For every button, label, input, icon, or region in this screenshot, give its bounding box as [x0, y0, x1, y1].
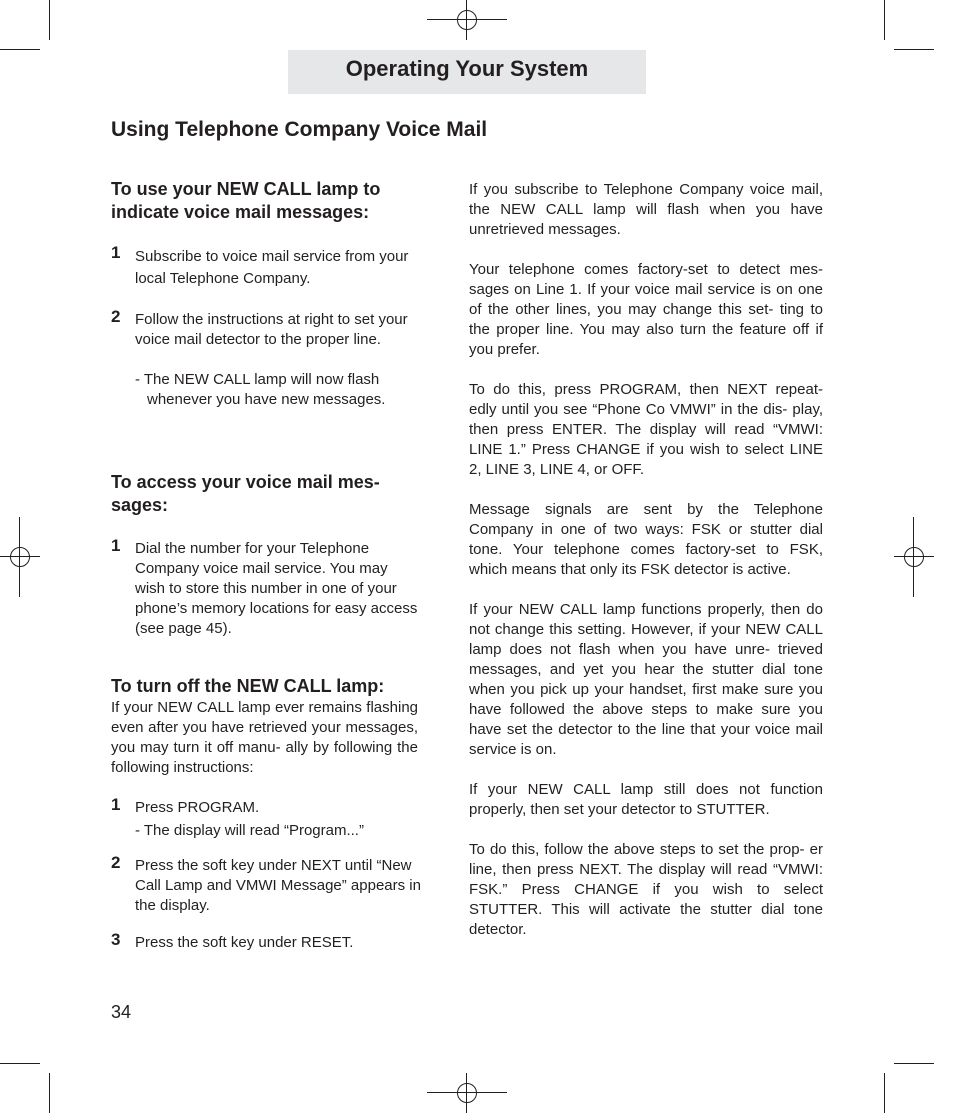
crop-mark-bottom-left-v: [49, 1073, 50, 1113]
paragraph: If your NEW CALL lamp still does not function properly, then set your detector to STUTTER.: [469, 781, 823, 818]
crop-mark-top-right-h: [894, 49, 934, 50]
registration-mark-top-icon: [447, 0, 487, 40]
crop-mark-top-right-v: [884, 0, 885, 40]
step-number: 2: [111, 853, 121, 872]
step-note: - The NEW CALL lamp will now flash whenever you have new messages.: [135, 371, 386, 408]
left-column: [111, 178, 421, 953]
step: [111, 853, 421, 916]
step-number: 1: [111, 795, 121, 814]
paragraph: If you subscribe to Telephone Company voice mail, the NEW CALL lamp will flash when you have unretrieved messages.: [469, 181, 823, 238]
paragraph: To do this, follow the above steps to set the prop- er line, then press NEXT. The display will read “VMWI: FSK.” Press CHANGE if you wish to select STUTTER. This will activate the stutter dial tone detector.: [469, 841, 823, 938]
registration-mark-right-icon: [894, 537, 934, 577]
step: [111, 307, 421, 350]
step-number: 3: [111, 930, 121, 949]
paragraph: Message signals are sent by the Telephone Company in one of two ways: FSK or stutter dial tone. Your telephone comes factory-set to FSK, which means that only its FSK detector is active.: [469, 501, 823, 578]
section-use-lamp-title: To use your NEW CALL lamp to indicate voice mail messages:: [111, 179, 381, 222]
registration-mark-bottom-icon: [447, 1073, 487, 1113]
page-number: 34: [111, 1002, 132, 1022]
crop-mark-bottom-right-v: [884, 1073, 885, 1113]
step: [111, 930, 421, 953]
registration-line-right-v: [913, 517, 914, 597]
crop-mark-bottom-left-h: [0, 1063, 40, 1064]
step-text: Follow the instructions at right to set your voice mail detector to the proper line.: [135, 311, 408, 348]
section-banner: [288, 50, 646, 94]
step: [111, 243, 421, 290]
crop-mark-top-left-h: [0, 49, 40, 50]
paragraph: To do this, press PROGRAM, then NEXT repeat- edly until you see “Phone Co VMWI” in the dis- play, then press ENTER. The display will read “VMWI: LINE 1.” Press CHANGE if you wish to select LINE 2, LINE 3, LINE 4, or OFF.: [469, 381, 823, 478]
step-text: Press the soft key under RESET.: [135, 934, 354, 951]
step-text: Press PROGRAM.: [135, 799, 260, 816]
registration-line-top-h: [427, 19, 507, 20]
page-heading: Using Telephone Company Voice Mail: [111, 118, 488, 141]
step: [111, 536, 421, 639]
crop-mark-top-left-v: [49, 0, 50, 40]
crop-mark-bottom-right-h: [894, 1063, 934, 1064]
step-number: 2: [111, 307, 121, 326]
right-column: [469, 180, 823, 960]
step-note: - The display will read “Program...”: [135, 822, 364, 839]
paragraph: If your NEW CALL lamp functions properly, then do not change this setting. However, if your NEW CALL lamp does not flash when you have unre- trieved messages, and yet you hear the stutter dial tone when you pick up your handset, first make sure you have followed the above steps to make sure you have set the detector to the line that your voice mail service is on.: [469, 601, 823, 758]
section-turn-off-title: To turn off the NEW CALL lamp:: [111, 676, 385, 696]
step-text: Press the soft key under NEXT until “New Call Lamp and VMWI Message” appears in the display.: [135, 857, 421, 914]
registration-line-bottom-h: [427, 1092, 507, 1093]
step-text: Subscribe to voice mail service from your local Telephone Company.: [135, 248, 409, 287]
step: [111, 795, 421, 841]
step-number: 1: [111, 243, 121, 262]
banner-title: Operating Your System: [345, 56, 589, 81]
step-number: 1: [111, 536, 121, 555]
step-text: Dial the number for your Telephone Company voice mail service. You may wish to store this number in one of your phone’s memory locations for easy access (see page 45).: [135, 540, 418, 637]
paragraph: Your telephone comes factory-set to detect mes- sages on Line 1. If your voice mail service is on one of the other lines, you may change this set- ting to the proper line. You may also turn the feature off if you prefer.: [469, 261, 823, 358]
registration-mark-left-icon: [0, 537, 40, 577]
section-turn-off-intro: If your NEW CALL lamp ever remains flashing even after you have retrieved your messages, you may turn it off manu- ally by following the following instructions:: [111, 699, 418, 776]
registration-line-left-v: [19, 517, 20, 597]
section-access-title: To access your voice mail mes- sages:: [111, 472, 380, 515]
